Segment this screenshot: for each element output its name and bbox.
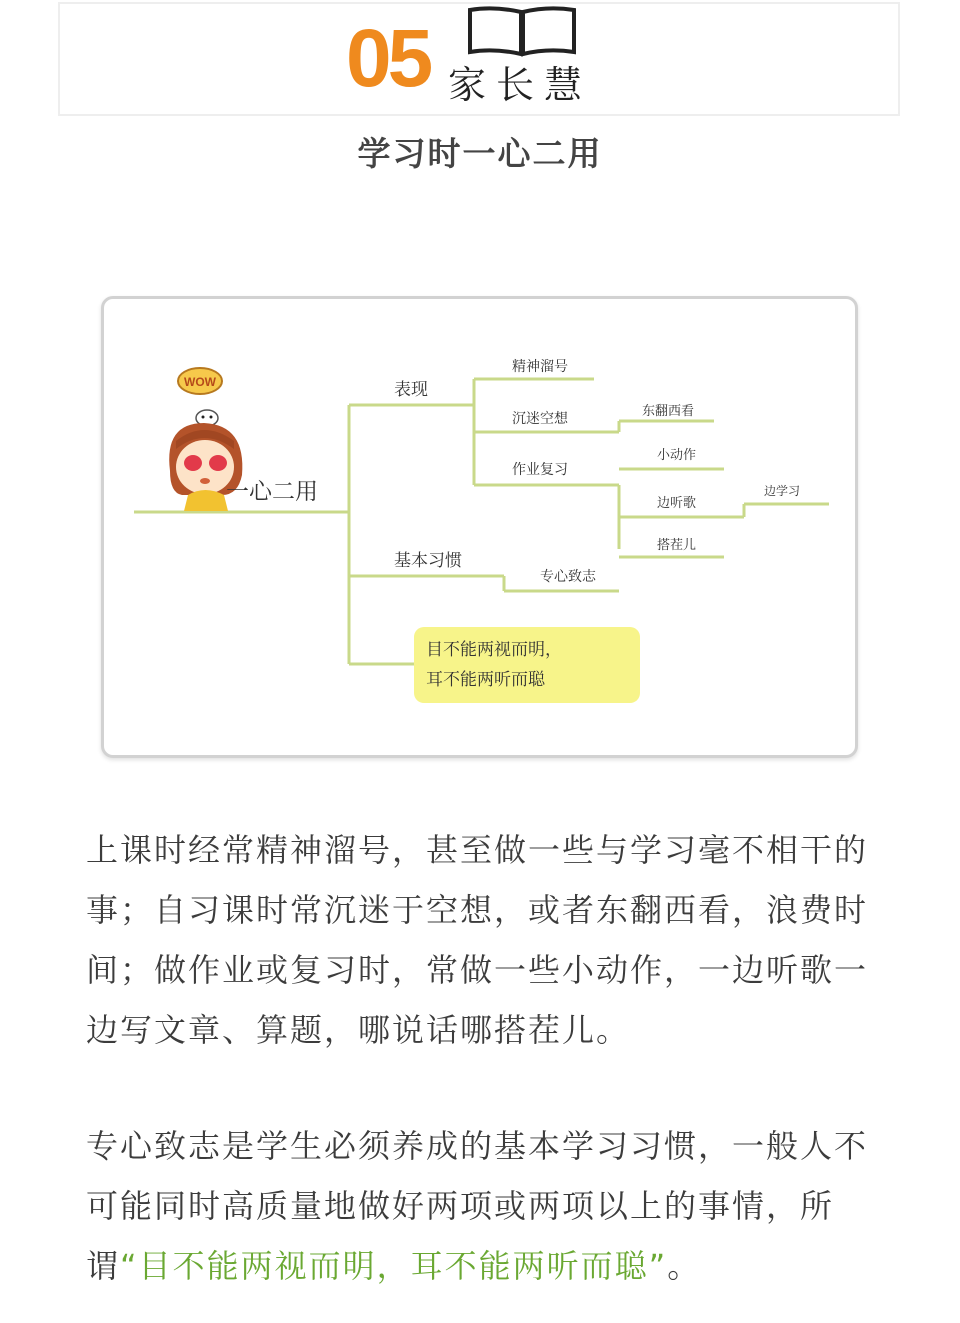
paragraph-habit-ending: 。 — [667, 1247, 702, 1285]
section-number: 05 — [346, 13, 430, 104]
root-node-label: 一心二用 — [226, 479, 318, 505]
node-browsing: 东翻西看 — [642, 404, 695, 419]
node-concentration: 专心致志 — [540, 569, 596, 585]
branch-habit-label: 基本习惯 — [394, 551, 462, 571]
proverb-note — [414, 627, 640, 703]
node-while-studying: 边学习 — [764, 484, 801, 498]
proverb-quote: “目不能两视而明，耳不能两听而聪” — [120, 1247, 668, 1285]
paragraph-habit — [86, 1116, 886, 1296]
node-daydreaming: 沉迷空想 — [512, 411, 568, 427]
wow-badge-text: WOW — [184, 375, 216, 389]
paragraph-habit-text: 专心致志是学生必须养成的基本学习习惯，一般人不可能同时高质量地做好两项或两项以上的事情，所谓 — [86, 1127, 869, 1285]
node-listening-music: 边听歌 — [657, 496, 697, 511]
paragraph-symptoms: 上课时经常精神溜号，甚至做一些与学习毫不相干的事；自习课时常沉迷于空想，或者东翻西看，浪费时间；做作业或复习时，常做一些小动作，一边听歌一边写文章、算题，哪说话哪搭茬儿。 — [86, 831, 869, 1049]
mind-map-diagram — [104, 299, 855, 755]
mind-map-figure — [101, 296, 858, 758]
node-fidgeting: 小动作 — [657, 448, 697, 463]
proverb-line-1: 目不能两视而明， — [426, 640, 562, 660]
mind-map-connectors — [134, 379, 829, 664]
node-chatting: 搭茬儿 — [657, 538, 697, 553]
branch-expression-label: 表现 — [394, 380, 428, 400]
series-label: 家长慧 — [448, 63, 593, 107]
node-distraction: 精神溜号 — [512, 359, 568, 375]
node-homework: 作业复习 — [512, 462, 568, 478]
open-book-icon — [466, 4, 578, 60]
proverb-line-2: 耳不能两听而聪 — [426, 670, 545, 690]
page-title: 学习时一心二用 — [357, 134, 603, 173]
